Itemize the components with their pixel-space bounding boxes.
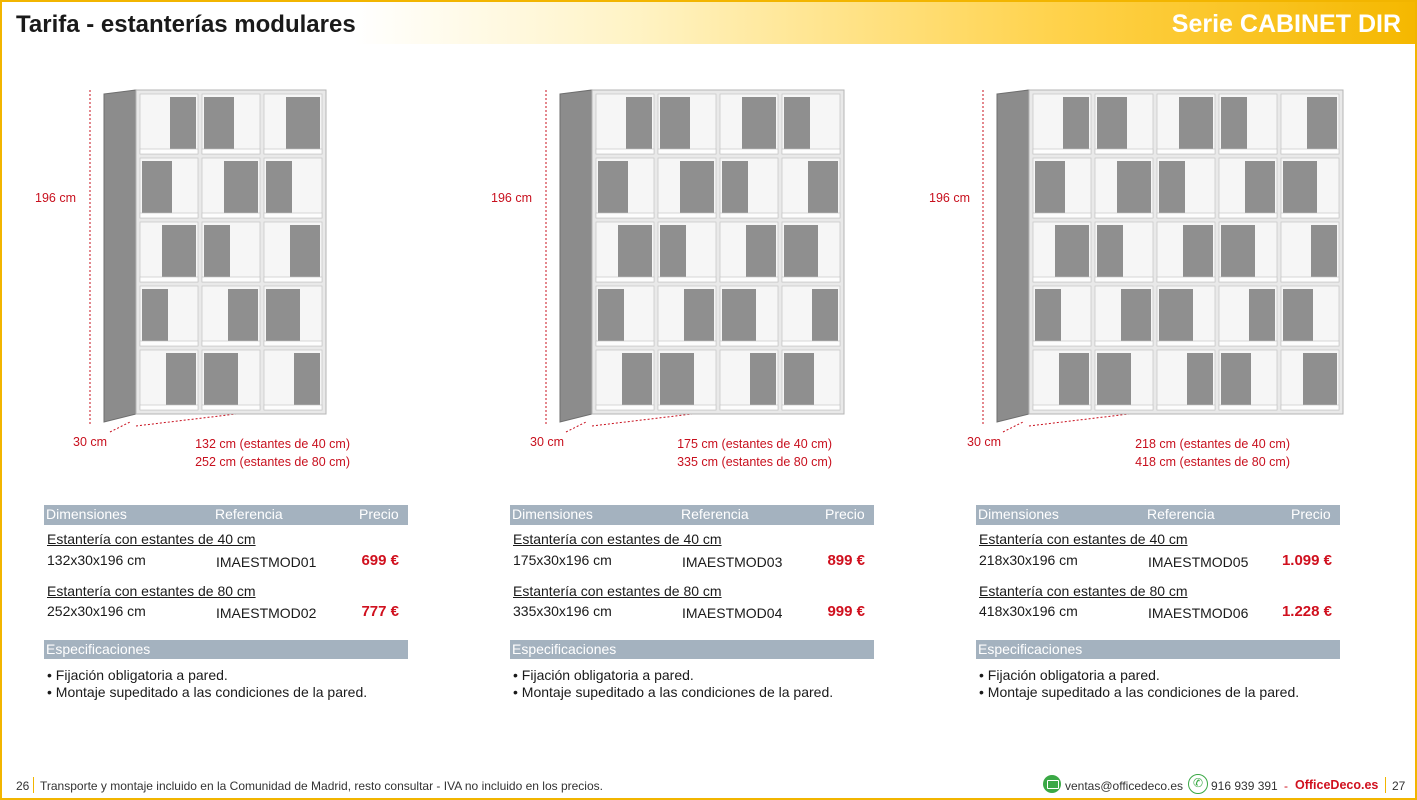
back-panel xyxy=(1307,97,1337,151)
shelf-board xyxy=(264,405,322,410)
shelf-board xyxy=(1157,213,1215,218)
shelf-cell xyxy=(202,94,260,154)
shelf-board xyxy=(1033,149,1091,154)
back-panel xyxy=(290,225,320,279)
back-panel xyxy=(1059,353,1089,407)
height-label: 196 cm xyxy=(929,191,970,205)
shelf-board xyxy=(596,341,654,346)
shelf-board xyxy=(782,213,840,218)
col-dimensions: Dimensiones xyxy=(46,506,127,522)
footer-divider xyxy=(1385,777,1386,793)
shelf-cell xyxy=(782,222,840,282)
shelf-cell xyxy=(720,350,778,410)
shelf-cell xyxy=(140,94,198,154)
width-label-80: 418 cm (estantes de 80 cm) xyxy=(1135,455,1290,469)
col-reference: Referencia xyxy=(1147,506,1215,522)
page-number-left: 26 xyxy=(16,779,30,793)
shelf-board xyxy=(1033,405,1091,410)
shelf-cell xyxy=(596,286,654,346)
shelf-cell xyxy=(1281,158,1339,218)
shelf-board xyxy=(202,213,260,218)
back-panel xyxy=(784,97,810,151)
back-panel xyxy=(286,97,320,151)
shelf-board xyxy=(1281,341,1339,346)
back-panel xyxy=(294,353,320,407)
shelf-board xyxy=(658,149,716,154)
shelf-board xyxy=(264,341,322,346)
shelf-cell xyxy=(202,350,260,410)
back-panel xyxy=(812,289,838,343)
width-label-80: 252 cm (estantes de 80 cm) xyxy=(195,455,350,469)
back-panel xyxy=(266,289,300,343)
price-table-header xyxy=(510,505,874,525)
shelf-board xyxy=(782,149,840,154)
row-reference: IMAESTMOD03 xyxy=(682,554,783,570)
row-label: Estantería con estantes de 40 cm xyxy=(513,531,722,547)
shelf-cell xyxy=(140,286,198,346)
footer-divider xyxy=(33,777,34,793)
shelf-board xyxy=(140,213,198,218)
shelf-board xyxy=(202,277,260,282)
shelf-board xyxy=(720,405,778,410)
shelf-board xyxy=(1033,277,1091,282)
back-panel xyxy=(784,353,814,407)
shelf-drawing xyxy=(0,60,466,500)
shelf-cell xyxy=(1157,350,1215,410)
shelf-cell xyxy=(1095,222,1153,282)
shelf-cell xyxy=(1281,350,1339,410)
depth-label: 30 cm xyxy=(967,435,1002,449)
shelf-cell xyxy=(1219,94,1277,154)
shelf-cell xyxy=(1033,94,1091,154)
col-reference: Referencia xyxy=(215,506,283,522)
shelf-cell xyxy=(1219,286,1277,346)
shelf-cell xyxy=(596,222,654,282)
page-title: Tarifa - estanterías modulares xyxy=(16,11,356,38)
back-panel xyxy=(1121,289,1151,343)
col-price: Precio xyxy=(359,506,399,522)
shelf-cell xyxy=(1095,158,1153,218)
shelf-board xyxy=(1157,341,1215,346)
col-dimensions: Dimensiones xyxy=(512,506,593,522)
back-panel xyxy=(1249,289,1275,343)
product-card xyxy=(929,60,1398,720)
shelf-cell xyxy=(264,350,322,410)
back-panel xyxy=(598,161,628,215)
row-price: 1.228 € xyxy=(1281,603,1332,620)
shelf-cell xyxy=(1033,222,1091,282)
row-price: 999 € xyxy=(827,603,865,620)
row-dimensions: 132x30x196 cm xyxy=(47,552,146,568)
back-panel xyxy=(626,97,652,151)
back-panel xyxy=(722,161,748,215)
shelf-board xyxy=(1281,149,1339,154)
shelf-board xyxy=(1095,277,1153,282)
row-dimensions: 175x30x196 cm xyxy=(513,552,612,568)
price-table-header xyxy=(976,505,1340,525)
shelf-cell xyxy=(596,350,654,410)
shelf-board xyxy=(1095,213,1153,218)
back-panel xyxy=(1063,97,1089,151)
shelf-board xyxy=(140,277,198,282)
depth-guide xyxy=(566,422,586,432)
back-panel xyxy=(266,161,292,215)
back-panel xyxy=(1179,97,1213,151)
back-panel xyxy=(1221,225,1255,279)
shelf-board xyxy=(1095,341,1153,346)
series-title: Serie CABINET DIR xyxy=(1171,10,1401,38)
width-label-40: 175 cm (estantes de 40 cm) xyxy=(677,437,832,451)
email-link[interactable]: ventas@officedeco.es xyxy=(1065,779,1184,793)
shelf-board xyxy=(782,277,840,282)
row-reference: IMAESTMOD05 xyxy=(1148,554,1249,570)
spec-header-label: Especificaciones xyxy=(46,641,151,657)
back-panel xyxy=(1055,225,1089,279)
col-price: Precio xyxy=(1291,506,1331,522)
back-panel xyxy=(746,225,776,279)
back-panel xyxy=(1117,161,1151,215)
footer-note: Transporte y montaje incluido en la Comunidad de Madrid, resto consultar - IVA no incluido en los precios. xyxy=(40,779,603,793)
shelf-board xyxy=(1219,341,1277,346)
shelf-cell xyxy=(658,286,716,346)
shelf-cell xyxy=(658,94,716,154)
width-labels xyxy=(160,435,350,471)
shelf-board xyxy=(658,277,716,282)
shelf-board xyxy=(720,149,778,154)
back-panel xyxy=(166,353,196,407)
shelf-cell xyxy=(782,158,840,218)
height-label: 196 cm xyxy=(491,191,532,205)
back-panel xyxy=(750,353,776,407)
shelf-board xyxy=(140,149,198,154)
shelf-drawing xyxy=(932,60,1398,500)
row-price: 777 € xyxy=(361,603,399,620)
shelf-cell xyxy=(1095,94,1153,154)
footer-dash: - xyxy=(1284,779,1288,793)
side-panel xyxy=(560,90,592,422)
shelf-cell xyxy=(1157,94,1215,154)
shelf-board xyxy=(658,213,716,218)
spec-header-label: Especificaciones xyxy=(978,641,1083,657)
back-panel xyxy=(228,289,258,343)
brand-link[interactable]: OfficeDeco.es xyxy=(1295,778,1379,792)
shelf-cell xyxy=(658,158,716,218)
row-reference: IMAESTMOD06 xyxy=(1148,605,1249,621)
page-number-right: 27 xyxy=(1392,779,1406,793)
shelf-cell xyxy=(202,222,260,282)
col-dimensions: Dimensiones xyxy=(978,506,1059,522)
shelf-board xyxy=(202,341,260,346)
spec-header xyxy=(510,640,874,659)
shelf-cell xyxy=(264,94,322,154)
back-panel xyxy=(1283,289,1313,343)
shelf-board xyxy=(1157,405,1215,410)
back-panel xyxy=(204,353,238,407)
back-panel xyxy=(1187,353,1213,407)
row-label: Estantería con estantes de 80 cm xyxy=(47,583,256,599)
back-panel xyxy=(162,225,196,279)
side-panel xyxy=(104,90,136,422)
shelf-cell xyxy=(658,350,716,410)
shelf-cell xyxy=(1219,350,1277,410)
back-panel xyxy=(784,225,818,279)
back-panel xyxy=(1035,289,1061,343)
shelf-cell xyxy=(1281,286,1339,346)
shelf-board xyxy=(596,213,654,218)
row-reference: IMAESTMOD01 xyxy=(216,554,317,570)
shelf-cell xyxy=(264,222,322,282)
shelf-cell xyxy=(264,286,322,346)
spec-header xyxy=(976,640,1340,659)
row-label: Estantería con estantes de 80 cm xyxy=(979,583,1188,599)
shelf-cell xyxy=(1219,222,1277,282)
back-panel xyxy=(1035,161,1065,215)
shelf-board xyxy=(1033,213,1091,218)
shelf-board xyxy=(1219,149,1277,154)
back-panel xyxy=(808,161,838,215)
shelf-board xyxy=(140,405,198,410)
shelf-board xyxy=(1281,405,1339,410)
back-panel xyxy=(618,225,652,279)
row-label: Estantería con estantes de 40 cm xyxy=(47,531,256,547)
shelf-board xyxy=(596,149,654,154)
spec-item: • Montaje supeditado a las condiciones de la pared. xyxy=(979,684,1300,700)
spec-header-label: Especificaciones xyxy=(512,641,617,657)
back-panel xyxy=(660,225,686,279)
back-panel xyxy=(224,161,258,215)
shelf-cell xyxy=(1033,350,1091,410)
shelf-board xyxy=(1095,149,1153,154)
shelf-board xyxy=(1033,341,1091,346)
width-labels xyxy=(1100,435,1290,471)
shelf-cell xyxy=(782,350,840,410)
back-panel xyxy=(142,161,172,215)
shelf-board xyxy=(1219,213,1277,218)
row-reference: IMAESTMOD02 xyxy=(216,605,317,621)
row-reference: IMAESTMOD04 xyxy=(682,605,783,621)
shelf-board xyxy=(782,341,840,346)
shelf-cell xyxy=(1033,286,1091,346)
page-footer xyxy=(2,772,1415,798)
width-label-80: 335 cm (estantes de 80 cm) xyxy=(677,455,832,469)
col-reference: Referencia xyxy=(681,506,749,522)
spec-item: • Fijación obligatoria a pared. xyxy=(47,667,228,683)
depth-label: 30 cm xyxy=(530,435,565,449)
back-panel xyxy=(142,289,168,343)
spec-header xyxy=(44,640,408,659)
shelf-board xyxy=(658,405,716,410)
shelf-board xyxy=(658,341,716,346)
back-panel xyxy=(1245,161,1275,215)
height-label: 196 cm xyxy=(35,191,76,205)
shelf-board xyxy=(782,405,840,410)
back-panel xyxy=(1097,225,1123,279)
shelf-board xyxy=(1157,149,1215,154)
shelf-board xyxy=(596,405,654,410)
side-panel xyxy=(997,90,1029,422)
mail-icon xyxy=(1043,775,1061,793)
shelf-board xyxy=(1219,405,1277,410)
back-panel xyxy=(684,289,714,343)
shelf-cell xyxy=(1095,350,1153,410)
shelf-cell xyxy=(658,222,716,282)
shelf-board xyxy=(720,213,778,218)
shelf-cell xyxy=(264,158,322,218)
back-panel xyxy=(660,97,690,151)
shelf-board xyxy=(202,149,260,154)
page-header xyxy=(2,2,1415,44)
price-table-header xyxy=(44,505,408,525)
shelf-cell xyxy=(1033,158,1091,218)
back-panel xyxy=(598,289,624,343)
back-panel xyxy=(1097,97,1127,151)
shelf-board xyxy=(202,405,260,410)
shelf-cell xyxy=(140,158,198,218)
spec-item: • Montaje supeditado a las condiciones de la pared. xyxy=(513,684,834,700)
shelf-board xyxy=(720,341,778,346)
shelf-cell xyxy=(140,350,198,410)
shelf-board xyxy=(720,277,778,282)
shelf-board xyxy=(264,149,322,154)
phone-number[interactable]: 916 939 391 xyxy=(1211,779,1278,793)
back-panel xyxy=(204,225,230,279)
shelf-cell xyxy=(720,94,778,154)
back-panel xyxy=(622,353,652,407)
shelf-board xyxy=(1157,277,1215,282)
row-label: Estantería con estantes de 40 cm xyxy=(979,531,1188,547)
row-price: 699 € xyxy=(361,552,399,569)
shelf-cell xyxy=(782,286,840,346)
spec-item: • Montaje supeditado a las condiciones de la pared. xyxy=(47,684,368,700)
shelf-board xyxy=(1281,213,1339,218)
shelf-cell xyxy=(1095,286,1153,346)
back-panel xyxy=(1311,225,1337,279)
row-dimensions: 252x30x196 cm xyxy=(47,603,146,619)
shelf-cell xyxy=(720,286,778,346)
shelf-cell xyxy=(1281,222,1339,282)
shelf-cell xyxy=(1219,158,1277,218)
back-panel xyxy=(722,289,756,343)
depth-guide xyxy=(1003,422,1023,432)
shelf-board xyxy=(1219,277,1277,282)
product-card xyxy=(466,60,932,720)
width-labels xyxy=(642,435,832,471)
back-panel xyxy=(1221,97,1247,151)
spec-item: • Fijación obligatoria a pared. xyxy=(513,667,694,683)
shelf-cell xyxy=(140,222,198,282)
back-panel xyxy=(1159,289,1193,343)
row-label: Estantería con estantes de 80 cm xyxy=(513,583,722,599)
col-price: Precio xyxy=(825,506,865,522)
shelf-cell xyxy=(202,158,260,218)
shelf-cell xyxy=(202,286,260,346)
shelf-board xyxy=(140,341,198,346)
shelf-cell xyxy=(720,222,778,282)
shelf-cell xyxy=(1157,158,1215,218)
back-panel xyxy=(680,161,714,215)
shelf-board xyxy=(1095,405,1153,410)
row-dimensions: 418x30x196 cm xyxy=(979,603,1078,619)
shelf-board xyxy=(596,277,654,282)
row-dimensions: 218x30x196 cm xyxy=(979,552,1078,568)
shelf-board xyxy=(264,277,322,282)
back-panel xyxy=(1159,161,1185,215)
back-panel xyxy=(204,97,234,151)
back-panel xyxy=(1303,353,1337,407)
width-label-40: 218 cm (estantes de 40 cm) xyxy=(1135,437,1290,451)
back-panel xyxy=(1183,225,1213,279)
shelf-cell xyxy=(720,158,778,218)
row-price: 1.099 € xyxy=(1281,552,1332,569)
width-label-40: 132 cm (estantes de 40 cm) xyxy=(195,437,350,451)
depth-guide xyxy=(110,422,130,432)
shelf-board xyxy=(1281,277,1339,282)
product-card xyxy=(0,60,466,720)
back-panel xyxy=(660,353,694,407)
back-panel xyxy=(1221,353,1251,407)
back-panel xyxy=(742,97,776,151)
shelf-cell xyxy=(782,94,840,154)
spec-item: • Fijación obligatoria a pared. xyxy=(979,667,1160,683)
depth-label: 30 cm xyxy=(73,435,108,449)
row-price: 899 € xyxy=(827,552,865,569)
phone-icon: ✆ xyxy=(1188,774,1208,794)
shelf-cell xyxy=(1157,286,1215,346)
back-panel xyxy=(1283,161,1317,215)
row-dimensions: 335x30x196 cm xyxy=(513,603,612,619)
shelf-cell xyxy=(596,158,654,218)
shelf-drawing xyxy=(466,60,932,500)
shelf-cell xyxy=(1281,94,1339,154)
shelf-cell xyxy=(1157,222,1215,282)
shelf-cell xyxy=(596,94,654,154)
back-panel xyxy=(1097,353,1131,407)
shelf-board xyxy=(264,213,322,218)
back-panel xyxy=(170,97,196,151)
